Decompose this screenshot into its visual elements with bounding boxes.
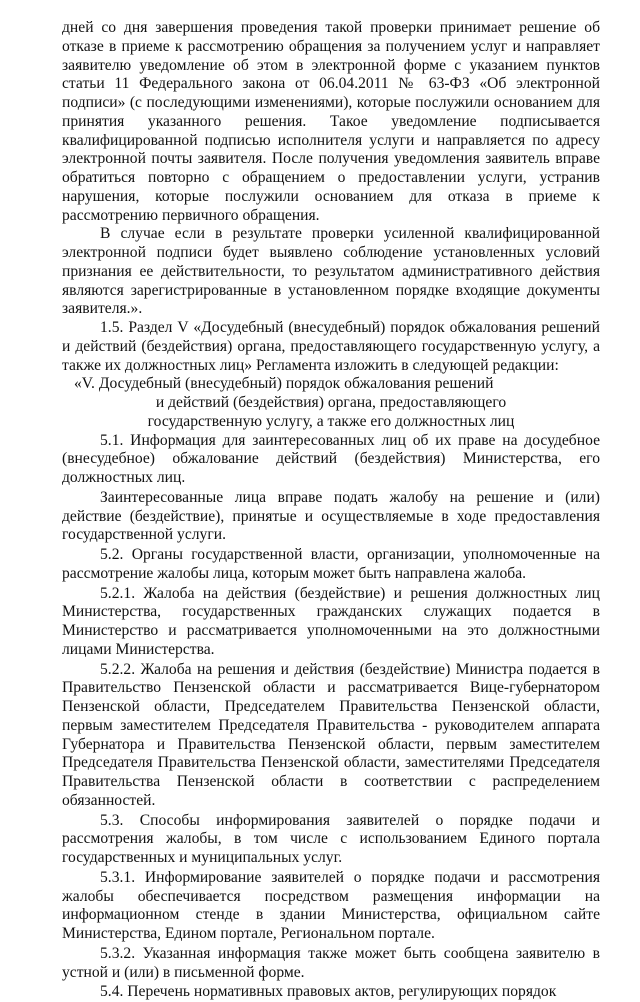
section-heading-line-3: государственную услугу, а также его должностных лиц (147, 412, 515, 430)
paragraph-3: 1.5. Раздел V «Досудебный (внесудебный) порядок обжалования решений и действий (бездействия) органа, предоставляющего государственную услугу, а также их должностных лиц» Регламента изложить в следующей редакции: (62, 319, 600, 374)
paragraph-interested-persons: Заинтересованные лица вправе подать жалобу на решение и (или) действие (бездействие), принятые и осуществляемые в ходе предоставления государственной услуги. (62, 488, 600, 544)
paragraph-1: дней со дня завершения проведения такой проверки принимает решение об отказе в приеме к рассмотрению обращения за получением услуг и направляет заявителю уведомление об этом в электронной форме с указанием пунктов статьи 11 Федерального закона от 06.04.2011 № 63-ФЗ «Об электронной подписи» (с последующими изменениями), которые послужили основанием для принятия указанного решения. Такое уведомление подписывается квалифицированной подписью исполнителя услуги и направляется по адресу электронной почты заявителя. После получения уведомления заявитель вправе обратиться повторно с обращением о предоставлении услуги, устранив нарушения, которые послужили основанием для отказа в приеме к рассмотрению первичного обращения. (62, 19, 600, 224)
paragraph-5-2: 5.2. Органы государственной власти, организации, уполномоченные на рассмотрение жалобы лица, которым может быть направлена жалоба. (62, 546, 600, 582)
paragraph-5-4: 5.4. Перечень нормативных правовых актов, регулирующих порядок (100, 983, 557, 1001)
paragraph-2: В случае если в результате проверки усиленной квалифицированной электронной подписи будет выявлено соблюдение установленных условий признания ее действительности, то результатом административного действия являются зарегистрированные в установленном порядке входящие документы заявителя.». (62, 225, 600, 318)
paragraph-5-2-2: 5.2.2. Жалоба на решения и действия (бездействие) Министра подается в Правительство Пензенской области и рассматривается Вице-губернатором Пензенской области, Председателем Правительства Пензенской области, первым заместителем Председателя Правительства - руководителем аппарата Губернатора и Правительства Пензенской области, первым заместителем Председателя Правительства Пензенской области, заместителями Председателя Правительства Пензенской области в соответствии с распределением обязанностей. (62, 660, 600, 809)
section-heading-line-2: и действий (бездействия) органа, предоставляющего (155, 394, 507, 411)
document-page (62, 19, 600, 1002)
section-heading-line-1: «V. Досудебный (внесудебный) порядок обжалования решений (74, 375, 494, 393)
paragraph-5-3-1: 5.3.1. Информирование заявителей о порядке подачи и рассмотрения жалобы обеспечивается посредством размещения информации на информационном стенде в здании Министерства, официальном сайте Министерства, Едином портале, Региональном портале. (62, 868, 600, 942)
paragraph-5-3-2: 5.3.2. Указанная информация также может быть сообщена заявителю в устной и (или) в письменной форме. (62, 944, 600, 981)
section-heading (62, 375, 600, 431)
paragraph-5-3: 5.3. Способы информирования заявителей о порядке подачи и рассмотрения жалобы, в том числе с использованием Единого портала государственных и муниципальных услуг. (62, 811, 600, 866)
paragraph-5-2-1: 5.2.1. Жалоба на действия (бездействие) и решения должностных лиц Министерства, государственных гражданских служащих подается в Министерство и рассматривается уполномоченными на это должностными лицами Министерства. (62, 584, 600, 658)
paragraph-5-1: 5.1. Информация для заинтересованных лиц об их праве на досудебное (внесудебное) обжалование действий (бездействия) Министерства, его должностных лиц. (62, 431, 600, 486)
